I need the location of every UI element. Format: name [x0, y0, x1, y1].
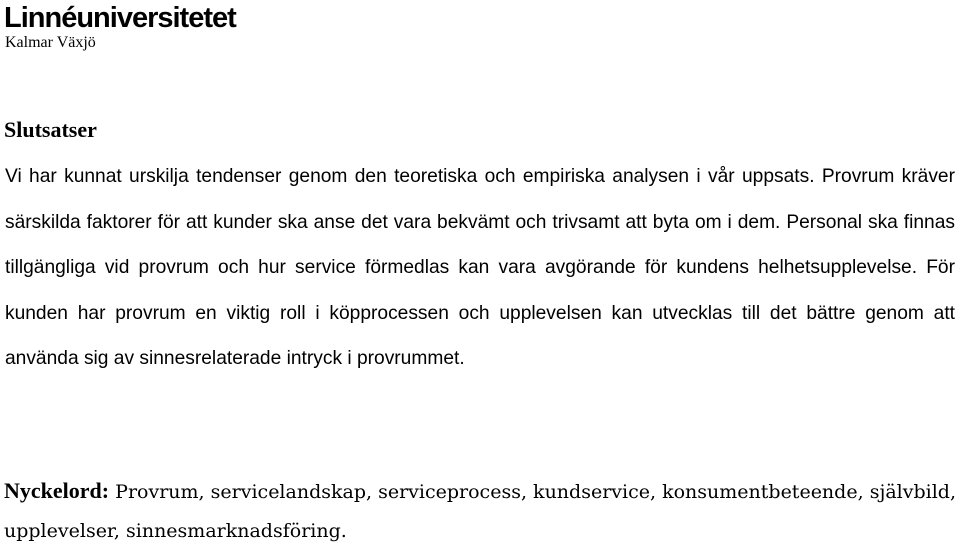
keywords-text: Provrum, servicelandskap, serviceprocess, kundservice, konsumentbeteende, självbild, upplevelser, sinnesmarknadsföring.: [4, 481, 956, 542]
conclusion-paragraph: Vi har kunnat urskilja tendenser genom den teoretiska och empiriska analysen i vår uppsats. Provrum kräver särskilda faktorer för att kunder ska anse det vara bekvämt och trivsamt att byta om i dem. Personal ska finnas tillgängliga vid provrum och hur service förmedlas kan vara avgörande för kundens helhetsupplevelse. För kunden har provrum en viktig roll i köpprocessen och upplevelsen kan utvecklas till det bättre genom att använda sig av sinnesrelaterade intryck i provrummet.: [5, 166, 955, 369]
keywords-label: Nyckelord:: [4, 478, 110, 503]
section-heading: Slutsatser: [4, 117, 97, 142]
logo-subtitle: Kalmar Växjö: [5, 34, 96, 51]
keywords-paragraph: [4, 471, 956, 551]
logo-name: Linnéuniversitetet: [4, 2, 236, 34]
university-logo: [4, 2, 236, 52]
